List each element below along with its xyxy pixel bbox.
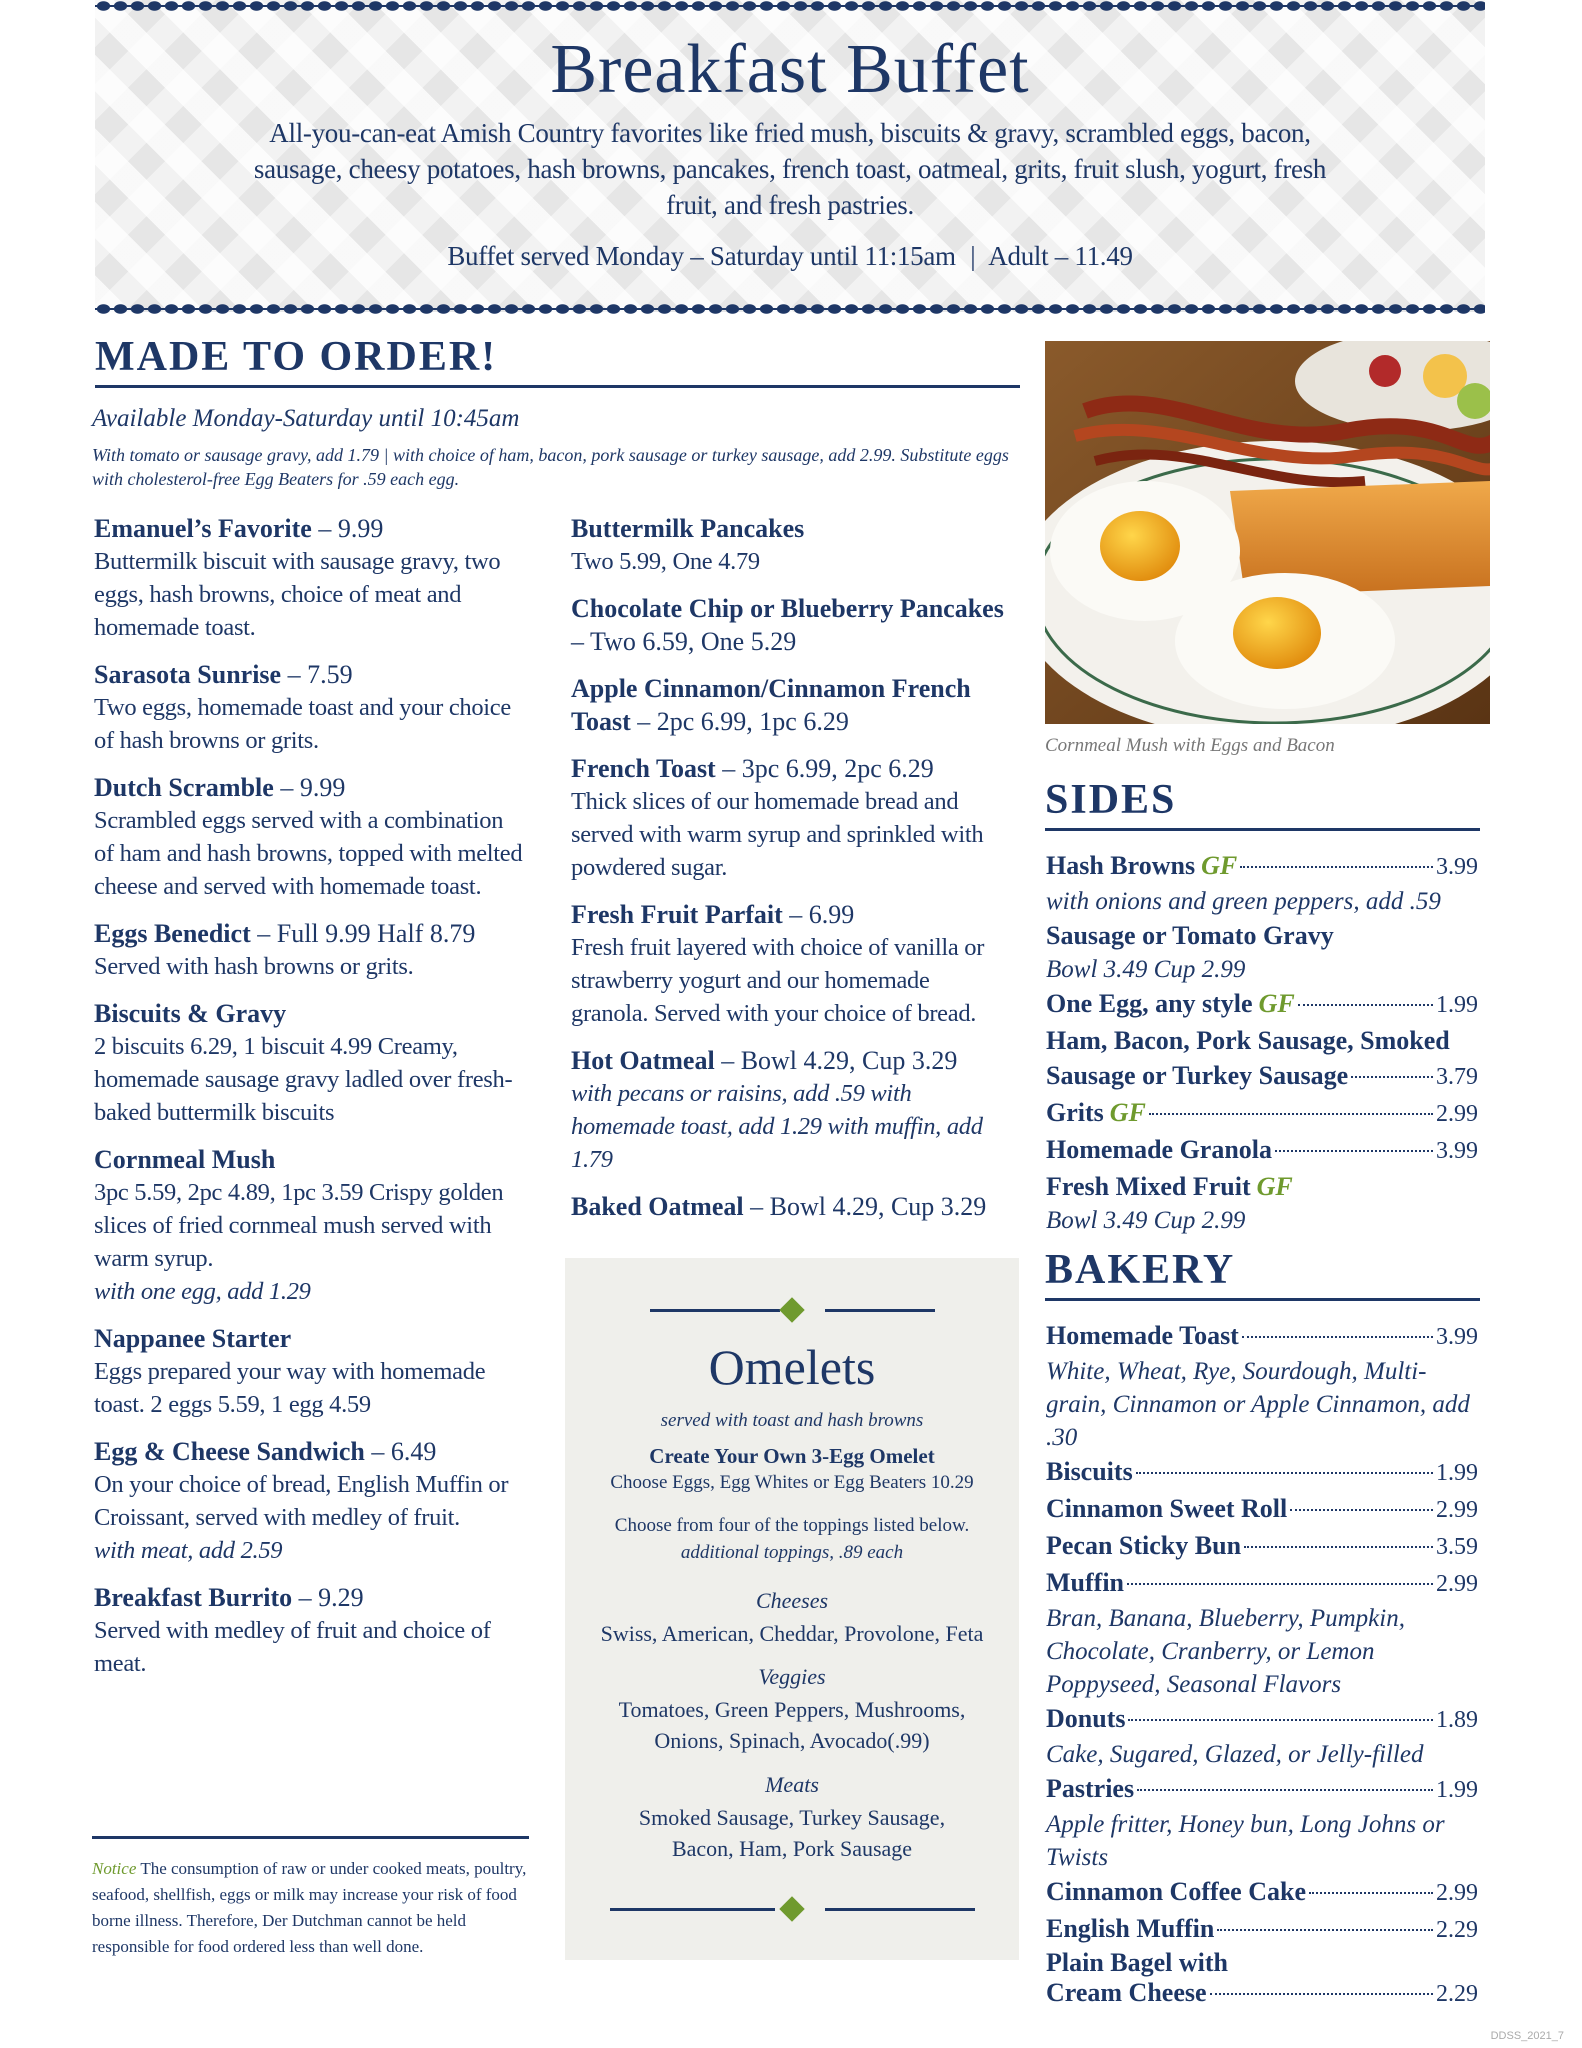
leader-dots <box>1137 1789 1433 1791</box>
bottom-beaded-border <box>95 303 1485 315</box>
leader-dots <box>1242 1336 1433 1338</box>
side-hash-browns-option: with onions and green peppers, add .59 <box>1046 888 1441 915</box>
menu-item-description: Thick slices of our homemade bread and served with warm syrup and sprinkled with powdered sugar. <box>571 788 984 881</box>
notice-text: The consumption of raw or under cooked meats, poultry, seafood, shellfish, eggs or milk may increase your risk of food borne illness. Therefore, Der Dutchman cannot be held responsible for food ordered less than well done. <box>92 1859 527 1956</box>
menu-item-addon: with one egg, add 1.29 <box>94 1278 311 1305</box>
sides-heading: SIDES <box>1045 776 1480 831</box>
menu-item-price: – 9.29 <box>292 1583 364 1612</box>
side-meats <box>1046 1058 1478 1095</box>
omelets-box <box>565 1258 1019 1960</box>
item-price: 2.99 <box>1436 1101 1478 1127</box>
bakery-muffin-flavors: Bran, Banana, Blueberry, Pumpkin, Chocolate, Cranberry, or Lemon Poppyseed, Seasonal Flavors <box>1046 1605 1405 1698</box>
menu-item <box>94 1435 524 1567</box>
item-name: Pecan Sticky Bun <box>1046 1531 1242 1560</box>
item-name: Homemade Granola <box>1046 1135 1273 1164</box>
menu-item <box>94 1143 524 1308</box>
gluten-free-badge: GF <box>1258 989 1295 1018</box>
menu-item-description: Scrambled eggs served with a combination of ham and hash browns, topped with melted cheese and served with homemade toast. <box>94 807 523 900</box>
ornament-rule <box>825 1309 935 1312</box>
gluten-free-badge: GF <box>1201 851 1238 880</box>
menu-item-description: Served with hash browns or grits. <box>94 953 414 980</box>
item-name: English Muffin <box>1046 1914 1215 1943</box>
leader-dots <box>1128 1719 1433 1721</box>
menu-item-title <box>94 1581 524 1614</box>
menu-item <box>571 752 1011 884</box>
side-hash-browns <box>1046 848 1478 885</box>
item-name: Hash Browns <box>1046 851 1196 880</box>
item-price: 3.99 <box>1436 854 1478 880</box>
menu-item <box>94 512 524 644</box>
item-price: 1.99 <box>1436 1460 1478 1486</box>
item-price: 1.99 <box>1436 992 1478 1018</box>
buffet-price: Adult – 11.49 <box>988 241 1133 271</box>
bakery-muffin <box>1046 1565 1478 1602</box>
leader-dots <box>1298 1004 1433 1006</box>
menu-item <box>94 658 524 757</box>
leader-dots <box>1309 1892 1433 1894</box>
item-name: Donuts <box>1046 1704 1126 1733</box>
bakery-donut-types: Cake, Sugared, Glazed, or Jelly-filled <box>1046 1741 1424 1768</box>
gluten-free-badge: GF <box>1109 1098 1146 1127</box>
leader-dots <box>1217 1929 1433 1931</box>
menu-item-name: Apple Cinnamon/Cinnamon French Toast <box>571 674 971 736</box>
ornament-rule <box>650 1309 780 1312</box>
item-price: 3.99 <box>1436 1324 1478 1350</box>
bakery-heading: BAKERY <box>1045 1246 1480 1301</box>
photo-caption: Cornmeal Mush with Eggs and Bacon <box>1045 735 1335 756</box>
menu-item <box>571 1044 1011 1176</box>
menu-item-name: Dutch Scramble <box>94 773 274 802</box>
item-name: Cinnamon Coffee Cake <box>1046 1877 1306 1906</box>
menu-item-name: Cornmeal Mush <box>94 1145 276 1174</box>
menu-item-price: – Full 9.99 Half 8.79 <box>250 919 476 948</box>
item-price: 2.99 <box>1436 1571 1478 1597</box>
bakery-biscuits <box>1046 1454 1478 1491</box>
availability-note: With tomato or sausage gravy, add 1.79 | with choice of ham, bacon, pork sausage or turkey sausage, add 2.99. Substitute eggs with cholesterol-free Egg Beaters for .59 each egg. <box>92 445 1009 489</box>
menu-item-price: – 9.99 <box>311 514 384 543</box>
item-name: Sausage or Turkey Sausage <box>1046 1061 1349 1090</box>
side-fruit-prices: Bowl 3.49 Cup 2.99 <box>1046 1207 1246 1234</box>
ornament-rule <box>825 1908 975 1911</box>
menu-item-description: Fresh fruit layered with choice of vanilla or strawberry yogurt and our homemade granola. Served with your choice of bread. <box>571 934 985 1027</box>
item-price: 2.99 <box>1436 1880 1478 1906</box>
toppings-veggies: Tomatoes, Green Peppers, Mushrooms, Onions, Spinach, Avocado(.99) <box>618 1697 966 1753</box>
buffet-title: Breakfast Buffet <box>550 31 1030 108</box>
made-to-order-heading: MADE TO ORDER! <box>95 333 1020 388</box>
leader-dots <box>1127 1583 1433 1585</box>
bakery-bagel-line1: Plain Bagel with <box>1046 1948 1229 1977</box>
menu-item-title <box>571 1190 1011 1223</box>
menu-item-title <box>94 512 524 545</box>
menu-item-name: Buttermilk Pancakes <box>571 514 805 543</box>
item-name: Cream Cheese <box>1046 1978 1207 2007</box>
menu-item-price: – Bowl 4.29, Cup 3.29 <box>714 1046 958 1075</box>
diamond-icon <box>779 1297 804 1322</box>
menu-item-title <box>94 1435 524 1468</box>
eggs-bacon-illustration <box>1045 341 1490 724</box>
omelets-extra-toppings: additional toppings, .89 each <box>680 1542 904 1563</box>
bakery-toast <box>1046 1318 1478 1355</box>
gluten-free-badge: GF <box>1256 1172 1293 1201</box>
omelets-served-with: served with toast and hash browns <box>660 1410 924 1431</box>
side-one-egg <box>1046 986 1478 1023</box>
side-gravy-prices: Bowl 3.49 Cup 2.99 <box>1046 956 1246 983</box>
bakery-toast-options: White, Wheat, Rye, Sourdough, Multi-grain, Cinnamon or Apple Cinnamon, add .30 <box>1046 1358 1470 1451</box>
menu-item <box>94 997 524 1129</box>
bakery-coffee-cake <box>1046 1874 1478 1911</box>
buffet-hours-line <box>95 241 1485 272</box>
menu-item <box>571 898 1011 1030</box>
menu-item-title <box>94 771 524 804</box>
menu-item-price: – 2pc 6.99, 1pc 6.29 <box>630 707 849 736</box>
menu-item <box>94 917 524 983</box>
leader-dots <box>1149 1113 1433 1115</box>
notice-label: Notice <box>92 1859 137 1878</box>
buffet-description: All-you-can-eat Amish Country favorites like fried mush, biscuits & gravy, scrambled eggs, bacon, sausage, cheesy potatoes, hash browns, pancakes, french toast, oatmeal, grits, fruit slush, yogurt, fresh fruit, and fresh pastries. <box>253 118 1327 220</box>
notice <box>92 1856 532 1960</box>
menu-item-title <box>94 1322 524 1355</box>
menu-item <box>571 592 1011 658</box>
menu-item-title <box>94 997 524 1030</box>
item-name: Grits <box>1046 1098 1104 1127</box>
toppings-cheeses: Swiss, American, Cheddar, Provolone, Feta <box>600 1621 984 1646</box>
item-name: Fresh Mixed Fruit <box>1046 1172 1251 1201</box>
menu-item <box>571 1190 1011 1223</box>
menu-item-description: Two 5.99, One 4.79 <box>571 548 760 575</box>
menu-item-description: Served with medley of fruit and choice of meat. <box>94 1617 491 1677</box>
side-granola <box>1046 1132 1478 1169</box>
menu-item <box>571 672 1011 738</box>
item-price: 3.79 <box>1436 1064 1478 1090</box>
menu-item-description: Buttermilk biscuit with sausage gravy, two eggs, hash browns, choice of meat and homemade toast. <box>94 548 501 641</box>
omelets-title: Omelets <box>708 1339 876 1395</box>
menu-item-name: Nappanee Starter <box>94 1324 292 1353</box>
menu-item-name: Emanuel’s Favorite <box>94 514 312 543</box>
menu-item-addon: with pecans or raisins, add .59 with homemade toast, add 1.29 with muffin, add 1.79 <box>571 1080 983 1173</box>
menu-item-name: Biscuits & Gravy <box>94 999 287 1028</box>
menu-item-name: French Toast <box>571 754 716 783</box>
omelets-egg-choice: Choose Eggs, Egg Whites or Egg Beaters 10.29 <box>610 1472 974 1493</box>
bakery-donuts <box>1046 1701 1478 1738</box>
item-name: Cinnamon Sweet Roll <box>1046 1494 1288 1523</box>
menu-item-title <box>94 1143 524 1176</box>
menu-item-title <box>94 658 524 691</box>
menu-item-title <box>571 672 1011 738</box>
omelets-create-own: Create Your Own 3-Egg Omelet <box>649 1444 935 1468</box>
menu-item <box>571 512 1011 578</box>
side-gravy: Sausage or Tomato Gravy <box>1046 921 1334 950</box>
menu-item-name: Baked Oatmeal <box>571 1192 744 1221</box>
item-price: 2.29 <box>1436 1917 1478 1943</box>
menu-item <box>94 1322 524 1421</box>
menu-column-left <box>94 512 524 1694</box>
leader-dots <box>1210 1993 1433 1995</box>
buffet-hours: Buffet served Monday – Saturday until 11:15am <box>447 241 956 271</box>
toppings-meats-heading: Meats <box>765 1772 819 1797</box>
toppings-meats: Smoked Sausage, Turkey Sausage, Bacon, Ham, Pork Sausage <box>638 1805 946 1861</box>
item-name: One Egg, any style <box>1046 989 1253 1018</box>
leader-dots <box>1290 1509 1433 1511</box>
menu-item-price: – Bowl 4.29, Cup 3.29 <box>743 1192 987 1221</box>
menu-item-price: – Two 6.59, One 5.29 <box>571 627 797 656</box>
sides-list <box>1046 848 1478 1237</box>
menu-item-description: 3pc 5.59, 2pc 4.89, 1pc 3.59 Crispy golden slices of fried cornmeal mush served with warm syrup. <box>94 1179 504 1272</box>
menu-item-title <box>571 1044 1011 1077</box>
menu-item-price: – 3pc 6.99, 2pc 6.29 <box>715 754 934 783</box>
menu-item-name: Eggs Benedict <box>94 919 251 948</box>
menu-item <box>94 1581 524 1680</box>
leader-dots <box>1244 1546 1433 1548</box>
item-price: 3.59 <box>1436 1534 1478 1560</box>
side-fruit <box>1046 1169 1478 1204</box>
menu-item-price: – 6.99 <box>782 900 855 929</box>
menu-item-title <box>571 592 1011 658</box>
menu-item-name: Breakfast Burrito <box>94 1583 293 1612</box>
buffet-separator: | <box>970 241 976 271</box>
bakery-sweet-roll <box>1046 1491 1478 1528</box>
leader-dots <box>1351 1076 1433 1078</box>
menu-item-price: – 7.59 <box>281 660 353 689</box>
leader-dots <box>1275 1150 1433 1152</box>
item-price: 2.29 <box>1436 1981 1478 2007</box>
item-price: 2.99 <box>1436 1497 1478 1523</box>
menu-item-description: On your choice of bread, English Muffin or Croissant, served with medley of fruit. <box>94 1471 509 1531</box>
menu-item-title <box>571 512 1011 545</box>
leader-dots <box>1240 866 1433 868</box>
bakery-sticky-bun <box>1046 1528 1478 1565</box>
notice-divider <box>92 1836 529 1839</box>
toppings-veggies-heading: Veggies <box>758 1664 826 1689</box>
side-meats-line1: Ham, Bacon, Pork Sausage, Smoked <box>1046 1026 1450 1055</box>
item-price: 3.99 <box>1436 1138 1478 1164</box>
item-price: 1.89 <box>1436 1707 1478 1733</box>
menu-item-name: Hot Oatmeal <box>571 1046 715 1075</box>
menu-item-name: Egg & Cheese Sandwich <box>94 1437 365 1466</box>
item-name: Pastries <box>1046 1774 1135 1803</box>
menu-column-middle <box>571 512 1011 1237</box>
availability-text: Available Monday-Saturday until 10:45am <box>92 405 520 432</box>
menu-item-name: Sarasota Sunrise <box>94 660 282 689</box>
toppings-cheeses-heading: Cheeses <box>755 1588 829 1613</box>
top-beaded-border <box>95 0 1485 12</box>
item-name: Biscuits <box>1046 1457 1133 1486</box>
menu-item-description: Two eggs, homemade toast and your choice of hash browns or grits. <box>94 694 511 754</box>
menu-item-addon: with meat, add 2.59 <box>94 1537 283 1564</box>
diamond-icon <box>779 1896 804 1921</box>
menu-item-description: 2 biscuits 6.29, 1 biscuit 4.99 Creamy, homemade sausage gravy ladled over fresh-baked buttermilk biscuits <box>94 1033 513 1126</box>
menu-item-name: Chocolate Chip or Blueberry Pancakes <box>571 594 1004 623</box>
bakery-list <box>1046 1318 1478 2009</box>
menu-item-title <box>571 898 1011 931</box>
ornament-rule <box>610 1908 775 1911</box>
side-grits <box>1046 1095 1478 1132</box>
menu-item-name: Fresh Fruit Parfait <box>571 900 783 929</box>
leader-dots <box>1136 1472 1433 1474</box>
item-price: 1.99 <box>1436 1777 1478 1803</box>
menu-item-price: – 9.99 <box>273 773 346 802</box>
menu-item <box>94 771 524 903</box>
bakery-pastries <box>1046 1771 1478 1808</box>
bakery-bagel <box>1046 1978 1478 2009</box>
menu-item-price: – 6.49 <box>364 1437 437 1466</box>
menu-item-title <box>94 917 524 950</box>
menu-item-title <box>571 752 1011 785</box>
omelets-toppings-note: Choose from four of the toppings listed below. <box>614 1515 970 1536</box>
item-name: Homemade Toast <box>1046 1321 1239 1350</box>
menu-item-description: Eggs prepared your way with homemade toast. 2 eggs 5.59, 1 egg 4.59 <box>94 1358 486 1418</box>
bakery-english-muffin <box>1046 1911 1478 1948</box>
food-photo <box>1045 341 1490 724</box>
item-name: Muffin <box>1046 1568 1124 1597</box>
document-code: DDSS_2021_7 <box>1490 2030 1564 2042</box>
bakery-pastry-types: Apple fritter, Honey bun, Long Johns or Twists <box>1046 1811 1445 1871</box>
